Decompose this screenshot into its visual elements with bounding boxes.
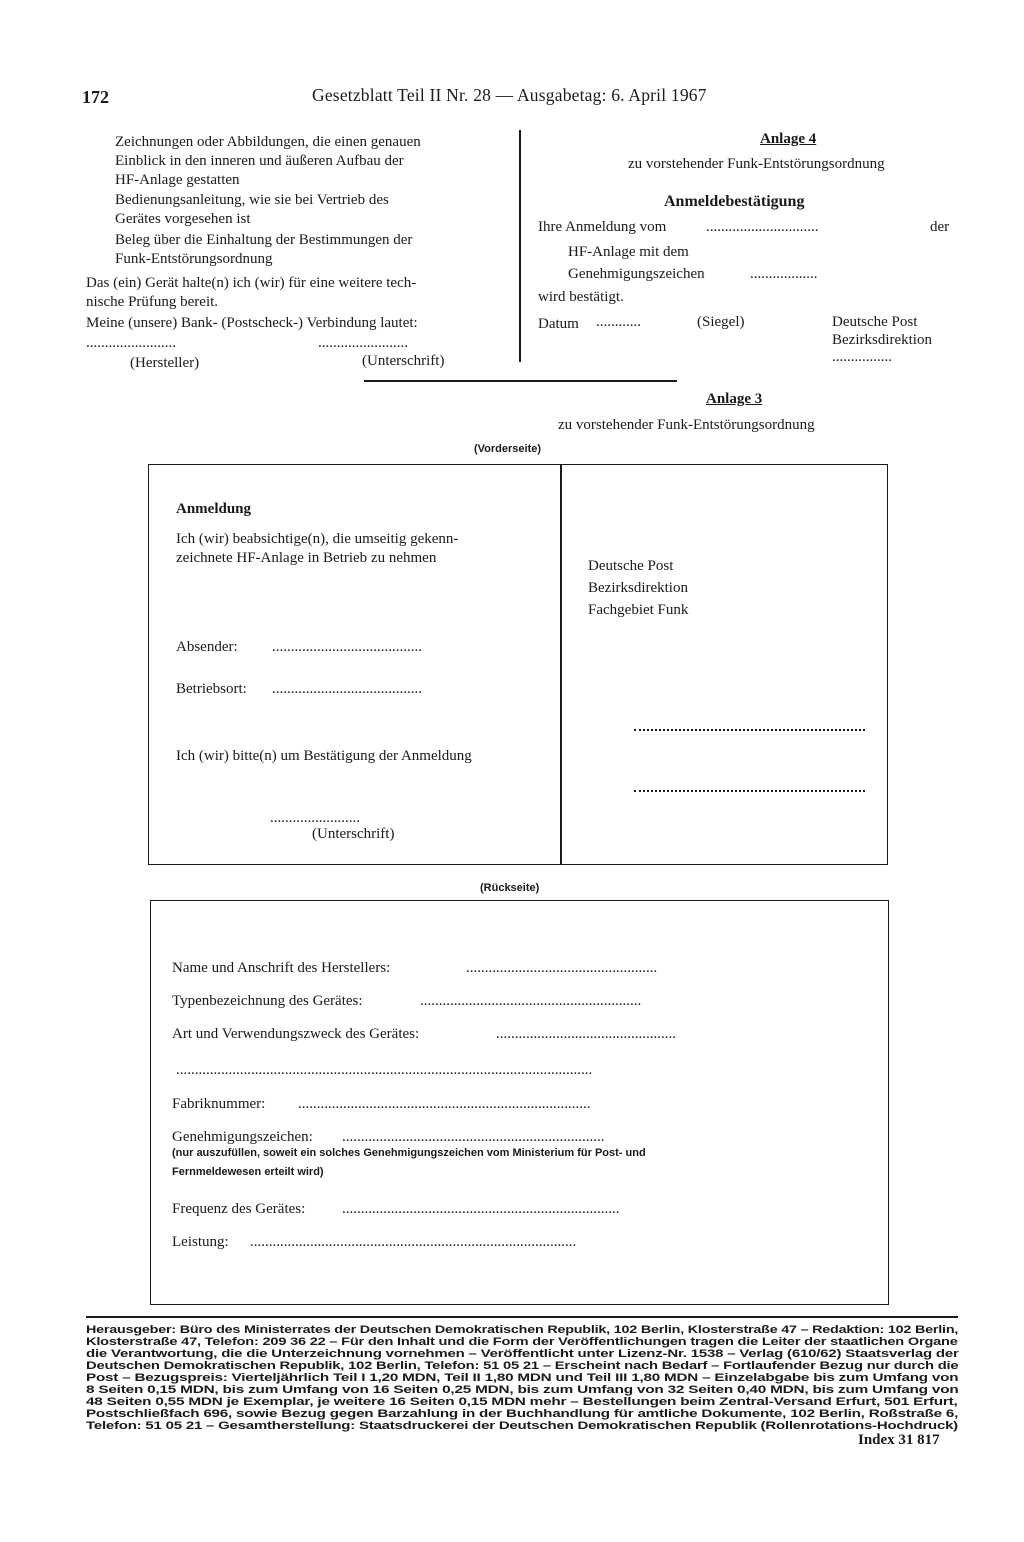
anlage-4-heading: Anmeldebestätigung — [664, 193, 805, 210]
list-item: HF-Anlage gestatten — [115, 172, 240, 188]
imprint-line: Post – Bezugspreis: Vierteljährlich Teil I 1,20 MDN, Teil II 1,80 MDN und Teil III 1,80 MDN – Einzelabgabe bis zum Umfang von — [86, 1372, 959, 1384]
bitte-text: Ich (wir) bitte(n) um Bestätigung der Anmeldung — [176, 748, 472, 764]
field-dots[interactable]: .......................................................................... — [342, 1201, 620, 1217]
address-line: Deutsche Post — [588, 558, 674, 574]
imprint-line: Klosterstraße 47, Telefon: 209 36 22 – Für den Inhalt und die Form der Veröffentlichungen tragen die Leiter der staatlichen Organe — [86, 1336, 958, 1348]
separator-rule — [364, 380, 677, 382]
list-item: Zeichnungen oder Abbildungen, die einen genauen — [115, 134, 421, 150]
signature-field[interactable]: ........................ — [270, 810, 360, 826]
front-text: zeichnete HF-Anlage in Betrieb zu nehmen — [176, 550, 437, 566]
text-line: Ihre Anmeldung vom — [538, 219, 667, 235]
imprint-line: die Verantwortung, die die Unterzeichnung vornehmen – Veröffentlicht unter Lizenz-Nr. 1538 – Verlag (610/62) Staatsverlag der — [86, 1348, 959, 1360]
list-item: Einblick in den inneren und äußeren Aufbau der — [115, 153, 404, 169]
absender-field[interactable]: ........................................ — [272, 639, 422, 655]
list-item: Gerätes vorgesehen ist — [115, 211, 251, 227]
field-label: Fabriknummer: — [172, 1096, 266, 1112]
dotted-line: .............................. — [706, 219, 819, 235]
form-divider — [560, 465, 562, 864]
post-line: Deutsche Post — [832, 314, 918, 330]
post-line: Bezirksdirektion — [832, 332, 932, 348]
absender-label: Absender: — [176, 639, 238, 655]
field-label: Frequenz des Gerätes: — [172, 1201, 306, 1217]
field-dots[interactable]: ................................................... — [466, 960, 658, 976]
index-number: Index 31 817 — [858, 1432, 940, 1448]
betriebsort-field[interactable]: ........................................ — [272, 681, 422, 697]
list-item: Beleg über die Einhaltung der Bestimmungen der — [115, 232, 413, 248]
footer-rule — [86, 1316, 958, 1318]
imprint-line: 48 Seiten 0,55 MDN je Exemplar, je weitere 16 Seiten 0,15 MDN mehr – Bestellungen beim Zentral-Versand Erfurt, 501 Erfurt, — [86, 1396, 958, 1408]
note-line: (nur auszufüllen, soweit ein solches Genehmigungszeichen vom Ministerium für Post- und — [172, 1147, 646, 1159]
front-text: Ich (wir) beabsichtige(n), die umseitig gekenn- — [176, 531, 459, 547]
address-field-line[interactable] — [634, 729, 865, 731]
rueckseite-label: (Rückseite) — [480, 882, 540, 894]
text-line: der — [930, 219, 950, 235]
betriebsort-label: Betriebsort: — [176, 681, 247, 697]
address-line: Bezirksdirektion — [588, 580, 688, 596]
dotted-line: ............ — [596, 314, 641, 330]
field-label: Genehmigungszeichen: — [172, 1129, 313, 1145]
signature-label: (Unterschrift) — [312, 826, 395, 842]
siegel-label: (Siegel) — [697, 314, 745, 330]
imprint-line: 8 Seiten 0,15 MDN, bis zum Umfang von 16 Seiten 0,25 MDN, bis zum Umfang von 32 Seiten 0,40 MDN, bis zum Umfang von — [86, 1384, 959, 1396]
anlage-4-title: Anlage 4 — [760, 131, 817, 147]
anlage-3-subtitle: zu vorstehender Funk-Entstörungsordnung — [558, 417, 815, 433]
anlage-4-subtitle: zu vorstehender Funk-Entstörungsordnung — [628, 156, 885, 172]
field-dots[interactable]: ....................................................................................... — [250, 1234, 577, 1250]
imprint-line: Deutschen Demokratischen Republik, 102 Berlin, Telefon: 51 05 21 – Erscheint nach Bedarf – Fortlaufender Bezug nur durch die — [86, 1360, 959, 1372]
imprint-line: Telefon: 51 05 21 – Gesamtherstellung: Staatsdruckerei der Deutschen Demokratischen Republik (Rollenrotations-Hochdruck) — [86, 1420, 958, 1432]
list-item: Bedienungsanleitung, wie sie bei Vertrieb des — [115, 192, 389, 208]
page-title: Gesetzblatt Teil II Nr. 28 — Ausgabetag: 6. April 1967 — [312, 85, 707, 105]
front-form-box — [148, 464, 888, 865]
datum-label: Datum — [538, 316, 579, 332]
anlage-3-title: Anlage 3 — [706, 391, 763, 407]
page-number: 172 — [82, 87, 109, 107]
address-field-line[interactable] — [634, 790, 865, 792]
field-dots[interactable]: .............................................................................. — [298, 1096, 591, 1112]
field-label: Art und Verwendungszweck des Gerätes: — [172, 1026, 420, 1042]
dotted-line: ........................ — [86, 335, 176, 351]
text-line: wird bestätigt. — [538, 289, 624, 305]
field-label: Typenbezeichnung des Gerätes: — [172, 993, 363, 1009]
field-dots[interactable]: ................................................ — [496, 1026, 676, 1042]
note-line: Fernmeldewesen erteilt wird) — [172, 1166, 324, 1178]
paragraph: nische Prüfung bereit. — [86, 294, 219, 310]
paragraph: Das (ein) Gerät halte(n) ich (wir) für eine weitere tech- — [86, 275, 417, 291]
field-dots[interactable]: ............................................................................................................... — [176, 1062, 593, 1078]
field-dots[interactable]: ........................................................... — [420, 993, 642, 1009]
hersteller-label: (Hersteller) — [130, 355, 200, 371]
imprint-line: Postschließfach 696, sowie Bezug gegen Barzahlung in der Buchhandlung für amtliche Dokumente, 102 Berlin, Roßstraße 6, — [86, 1408, 959, 1420]
text-line: Genehmigungszeichen — [568, 266, 705, 282]
unterschrift-label: (Unterschrift) — [362, 353, 445, 369]
dotted-line: ........................ — [318, 335, 408, 351]
front-heading: Anmeldung — [176, 501, 252, 517]
vorderseite-label: (Vorderseite) — [474, 443, 542, 455]
field-label: Name und Anschrift des Herstellers: — [172, 960, 391, 976]
dotted-line: ................ — [832, 349, 892, 365]
dotted-line: .................. — [750, 266, 818, 282]
column-divider — [519, 130, 521, 362]
field-dots[interactable]: ...................................................................... — [342, 1129, 605, 1145]
text-line: HF-Anlage mit dem — [568, 244, 689, 260]
paragraph: Meine (unsere) Bank- (Postscheck-) Verbindung lautet: — [86, 315, 418, 331]
address-line: Fachgebiet Funk — [588, 602, 689, 618]
imprint-line: Herausgeber: Büro des Ministerrates der Deutschen Demokratischen Republik, 102 Berlin, Klosterstraße 47 – Redaktion: 102 Berlin, — [86, 1324, 959, 1336]
list-item: Funk-Entstörungsordnung — [115, 251, 273, 267]
field-label: Leistung: — [172, 1234, 229, 1250]
